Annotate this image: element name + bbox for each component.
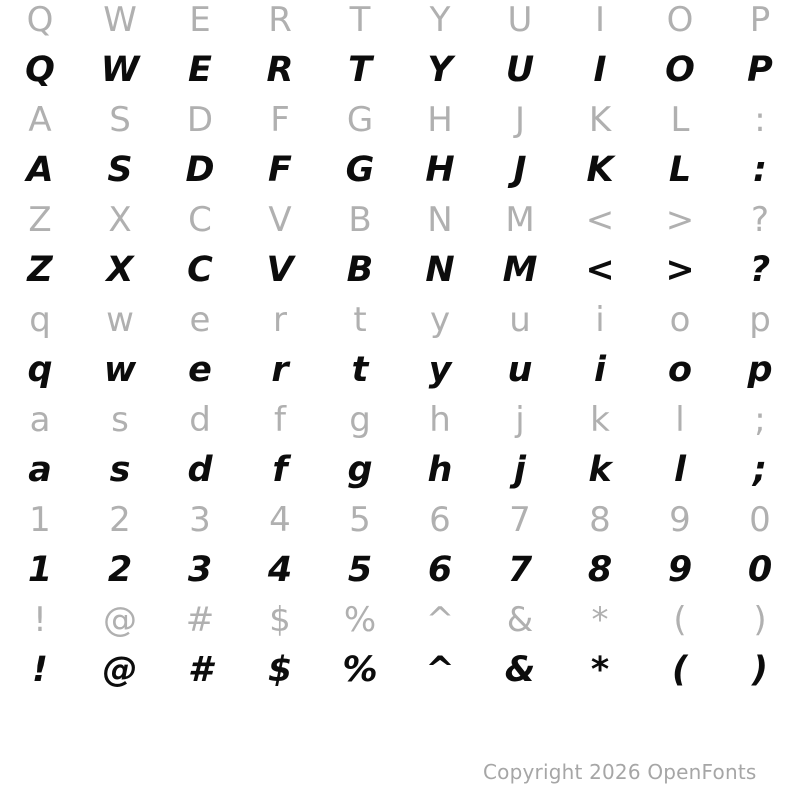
glyph-sample: y bbox=[428, 350, 452, 390]
glyph-sample: ? bbox=[749, 250, 771, 290]
glyph-reference: 3 bbox=[189, 500, 211, 540]
reference-row-lowercase-home-row bbox=[0, 395, 800, 445]
reference-row-lowercase-top-row bbox=[0, 295, 800, 345]
glyph-reference: L bbox=[670, 100, 690, 140]
glyph-reference: w bbox=[106, 300, 134, 340]
reference-row-uppercase-home-row bbox=[0, 95, 800, 145]
glyph-sample: S bbox=[107, 150, 133, 190]
glyph-sample: A bbox=[26, 150, 54, 190]
glyph-sample: ; bbox=[753, 450, 767, 490]
glyph-sample: P bbox=[747, 50, 773, 90]
glyph-row-pair-lowercase-home-row bbox=[0, 395, 800, 495]
glyph-reference: # bbox=[185, 600, 215, 640]
glyph-sample: 8 bbox=[587, 550, 613, 590]
glyph-row-pair-uppercase-top-row bbox=[0, 0, 800, 95]
glyph-reference: I bbox=[594, 0, 606, 40]
glyph-sample: X bbox=[106, 250, 134, 290]
reference-row-uppercase-bottom-row bbox=[0, 195, 800, 245]
glyph-reference: W bbox=[103, 0, 137, 40]
glyph-reference: ) bbox=[753, 600, 767, 640]
glyph-reference: f bbox=[274, 400, 286, 440]
glyph-sample: O bbox=[665, 50, 695, 90]
glyph-sample: 9 bbox=[667, 550, 693, 590]
glyph-reference: p bbox=[749, 300, 771, 340]
glyph-sample: V bbox=[266, 250, 294, 290]
glyph-sample: K bbox=[586, 150, 614, 190]
glyph-sample: d bbox=[187, 450, 213, 490]
glyph-sample: f bbox=[272, 450, 288, 490]
glyph-sample: T bbox=[348, 50, 372, 90]
glyph-reference: H bbox=[427, 100, 453, 140]
glyph-sample: 3 bbox=[187, 550, 213, 590]
glyph-reference: l bbox=[675, 400, 685, 440]
glyph-sample: 7 bbox=[507, 550, 533, 590]
glyph-reference: 0 bbox=[749, 500, 771, 540]
glyph-reference: 1 bbox=[29, 500, 51, 540]
glyph-reference: 7 bbox=[509, 500, 531, 540]
glyph-reference: r bbox=[273, 300, 287, 340]
glyph-sample: h bbox=[427, 450, 453, 490]
glyph-reference: i bbox=[595, 300, 605, 340]
glyph-reference: A bbox=[28, 100, 52, 140]
glyph-reference: a bbox=[29, 400, 51, 440]
glyph-sample: i bbox=[594, 350, 606, 390]
glyph-sample: 2 bbox=[107, 550, 133, 590]
glyph-sample: w bbox=[103, 350, 137, 390]
glyph-reference: y bbox=[429, 300, 451, 340]
glyph-sample: U bbox=[505, 50, 535, 90]
glyph-reference: 9 bbox=[669, 500, 691, 540]
glyph-row-pair-symbols-row bbox=[0, 595, 800, 695]
glyph-sample: 5 bbox=[347, 550, 373, 590]
sample-row-lowercase-home-row bbox=[0, 445, 800, 495]
reference-row-uppercase-top-row bbox=[0, 0, 800, 45]
glyph-reference: 6 bbox=[429, 500, 451, 540]
glyph-sample: p bbox=[747, 350, 773, 390]
glyph-reference: ( bbox=[673, 600, 687, 640]
glyph-reference: V bbox=[268, 200, 292, 240]
glyph-reference: P bbox=[749, 0, 771, 40]
glyph-sample: e bbox=[188, 350, 212, 390]
glyph-reference: s bbox=[111, 400, 129, 440]
glyph-sample: > bbox=[665, 250, 695, 290]
glyph-reference: q bbox=[29, 300, 51, 340]
glyph-reference: : bbox=[754, 100, 766, 140]
glyph-sample: G bbox=[345, 150, 375, 190]
glyph-sample: Z bbox=[27, 250, 53, 290]
glyph-reference: * bbox=[591, 600, 609, 640]
glyph-reference: R bbox=[268, 0, 292, 40]
glyph-reference: & bbox=[506, 600, 534, 640]
glyph-sample: F bbox=[268, 150, 292, 190]
glyph-reference: d bbox=[189, 400, 211, 440]
glyph-sample: a bbox=[28, 450, 52, 490]
glyph-sample: o bbox=[667, 350, 693, 390]
glyph-reference: @ bbox=[103, 600, 137, 640]
glyph-sample: * bbox=[590, 650, 610, 690]
sample-row-uppercase-top-row bbox=[0, 45, 800, 95]
glyph-reference: 8 bbox=[589, 500, 611, 540]
glyph-reference: Z bbox=[28, 200, 52, 240]
glyph-sample: s bbox=[109, 450, 131, 490]
glyph-sample: R bbox=[266, 50, 294, 90]
glyph-sample: k bbox=[588, 450, 612, 490]
glyph-sample: j bbox=[514, 450, 526, 490]
sample-row-digits-row bbox=[0, 545, 800, 595]
glyph-sample: C bbox=[187, 250, 213, 290]
reference-row-symbols-row bbox=[0, 595, 800, 645]
glyph-reference: 5 bbox=[349, 500, 371, 540]
glyph-sample: u bbox=[507, 350, 533, 390]
glyph-reference: T bbox=[349, 0, 371, 40]
glyph-sample: M bbox=[502, 250, 538, 290]
glyph-row-pair-lowercase-top-row bbox=[0, 295, 800, 395]
glyph-reference: J bbox=[514, 100, 526, 140]
glyph-sample: D bbox=[185, 150, 215, 190]
glyph-sample: t bbox=[351, 350, 369, 390]
glyph-reference: S bbox=[109, 100, 131, 140]
glyph-reference: X bbox=[108, 200, 132, 240]
glyph-reference: $ bbox=[269, 600, 291, 640]
glyph-reference: % bbox=[343, 600, 377, 640]
glyph-sample: B bbox=[346, 250, 374, 290]
glyph-reference: u bbox=[509, 300, 531, 340]
glyph-reference: < bbox=[585, 200, 615, 240]
glyph-reference: 2 bbox=[109, 500, 131, 540]
glyph-sample: Q bbox=[25, 50, 55, 90]
glyph-sample: L bbox=[668, 150, 692, 190]
glyph-reference: Q bbox=[26, 0, 54, 40]
glyph-reference: k bbox=[590, 400, 610, 440]
sample-row-lowercase-top-row bbox=[0, 345, 800, 395]
glyph-reference: K bbox=[588, 100, 612, 140]
glyph-reference: G bbox=[346, 100, 374, 140]
glyph-sample: % bbox=[342, 650, 378, 690]
glyph-sample: & bbox=[504, 650, 536, 690]
glyph-sample: r bbox=[271, 350, 289, 390]
glyph-sample: E bbox=[188, 50, 212, 90]
glyph-sample: @ bbox=[102, 650, 138, 690]
glyph-reference: > bbox=[665, 200, 695, 240]
glyph-sample: 0 bbox=[747, 550, 773, 590]
glyph-reference: C bbox=[188, 200, 212, 240]
sample-row-uppercase-bottom-row bbox=[0, 245, 800, 295]
glyph-reference: ^ bbox=[425, 600, 455, 640]
glyph-sample: ( bbox=[672, 650, 688, 690]
glyph-reference: ! bbox=[33, 600, 47, 640]
glyph-sample: q bbox=[27, 350, 53, 390]
glyph-reference: Y bbox=[429, 0, 451, 40]
glyph-sample: 4 bbox=[267, 550, 293, 590]
glyph-reference: h bbox=[429, 400, 451, 440]
glyph-sample: g bbox=[347, 450, 373, 490]
glyph-reference: o bbox=[669, 300, 691, 340]
copyright-text: Copyright 2026 OpenFonts bbox=[483, 760, 757, 784]
glyph-reference: j bbox=[515, 400, 525, 440]
glyph-sample: H bbox=[425, 150, 455, 190]
glyph-row-pair-digits-row bbox=[0, 495, 800, 595]
glyph-sample: Y bbox=[427, 50, 453, 90]
glyph-reference: O bbox=[666, 0, 694, 40]
glyph-sample: N bbox=[425, 250, 455, 290]
glyph-reference: e bbox=[189, 300, 211, 340]
glyph-reference: g bbox=[349, 400, 371, 440]
glyph-reference: 4 bbox=[269, 500, 291, 540]
glyph-sample: 6 bbox=[427, 550, 453, 590]
glyph-sample: 1 bbox=[27, 550, 53, 590]
reference-row-digits-row bbox=[0, 495, 800, 545]
glyph-sample: : bbox=[753, 150, 767, 190]
glyph-sample: ) bbox=[752, 650, 768, 690]
glyph-sample: # bbox=[187, 650, 213, 690]
glyph-reference: E bbox=[189, 0, 211, 40]
glyph-sample: ! bbox=[32, 650, 48, 690]
glyph-reference: U bbox=[507, 0, 533, 40]
glyph-reference: t bbox=[353, 300, 367, 340]
glyph-sample: J bbox=[513, 150, 527, 190]
glyph-row-pair-uppercase-bottom-row bbox=[0, 195, 800, 295]
glyph-reference: ? bbox=[750, 200, 770, 240]
glyph-sample: < bbox=[585, 250, 615, 290]
sample-row-uppercase-home-row bbox=[0, 145, 800, 195]
glyph-reference: N bbox=[427, 200, 453, 240]
glyph-reference: D bbox=[186, 100, 214, 140]
glyph-row-pair-uppercase-home-row bbox=[0, 95, 800, 195]
glyph-sample: W bbox=[100, 50, 140, 90]
glyph-reference: B bbox=[348, 200, 372, 240]
glyph-sample: $ bbox=[267, 650, 293, 690]
glyph-sample: I bbox=[593, 50, 607, 90]
glyph-reference: ; bbox=[754, 400, 766, 440]
glyph-sample: ^ bbox=[425, 650, 455, 690]
glyph-reference: F bbox=[270, 100, 290, 140]
glyph-sample: l bbox=[674, 450, 686, 490]
sample-row-symbols-row bbox=[0, 645, 800, 695]
glyph-reference: M bbox=[505, 200, 535, 240]
